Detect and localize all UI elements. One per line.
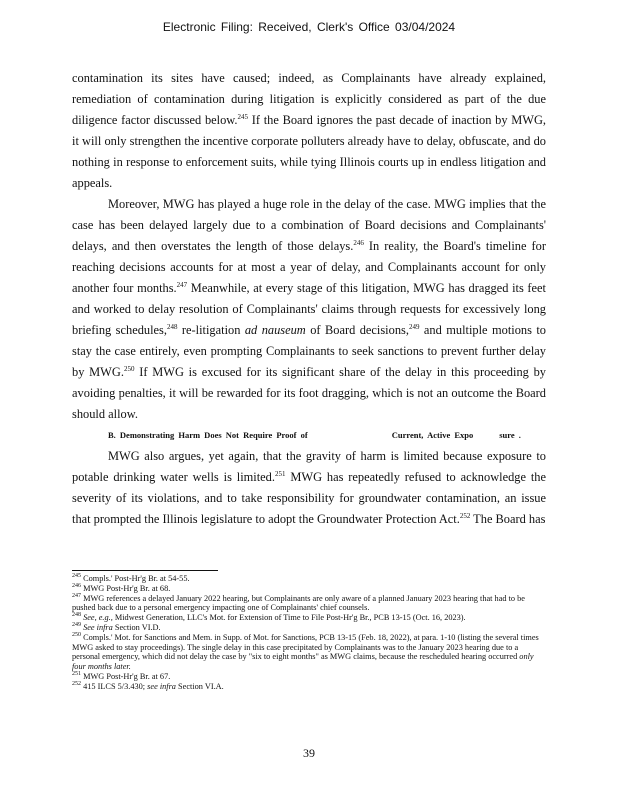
- paragraph-1: [72, 68, 546, 194]
- p2c-text: Meanwhile, at every stage of this litigation, MWG has dragged its feet and worked to delay resolution of Complainants' claims through requests for excessively long briefing schedules,: [72, 281, 547, 337]
- footnote-text: MWG Post-Hr'g Br. at 68.: [83, 583, 171, 593]
- footnote-text: MWG Post-Hr'g Br. at 67.: [83, 671, 171, 681]
- footnote-ref-250[interactable]: 250: [123, 364, 135, 373]
- footnote-divider: [72, 570, 218, 571]
- footnote-246: [72, 584, 546, 594]
- footnote-251: [72, 672, 546, 682]
- footnote-italic: only four months later.: [72, 652, 534, 672]
- p2e-text: of Board decisions,: [305, 323, 409, 337]
- p2b-text: In reality, the Board's timeline for reaching decisions accounts for at most a year of delay, and Complainants account for only another four months.: [72, 239, 546, 295]
- p2f-text: and multiple motions to stay the case entirely, even prompting Complainants to seek sanctions to prevent further delay by MWG.: [72, 323, 546, 379]
- page-number: 39: [303, 746, 315, 760]
- footnote-245: [72, 574, 546, 584]
- p2d-text: re-litigation: [177, 323, 245, 337]
- p3c-text: The Board has: [470, 512, 546, 526]
- body-text: [72, 68, 546, 530]
- footnote-247: [72, 594, 546, 614]
- footnote-ref-246[interactable]: 246: [353, 238, 364, 247]
- footnote-ref-245[interactable]: 245: [237, 112, 249, 121]
- footnote-number: 249: [72, 622, 81, 629]
- footnote-number: 252: [72, 681, 81, 687]
- filing-header: Electronic Filing: Received, Clerk's Office 03/04/2024: [162, 20, 456, 34]
- footnote-number: 245: [72, 573, 81, 580]
- footnote-text: Compls.' Post-Hr'g Br. at 54-55.: [83, 574, 190, 583]
- footnote-italic: See, e.g.,: [83, 613, 113, 623]
- footnote-text: Compls.' Mot. for Sanctions and Mem. in Supp. of Mot. for Sanctions, PCB 13-15 (Feb. 18, 2022), at para. 1-10 (listing the several times MWG asked to stay proceedings). The single delay in this case precipitated by Complainants was to the January 2023 hearing due to a personal emergency, which did not delay the case by "six to eight months" as MWG claims, because the rescheduled hearing occurred: [72, 632, 539, 662]
- paragraph-2: [72, 194, 546, 425]
- footnote-ref-249[interactable]: 249: [408, 322, 420, 331]
- footnote-number: 250: [72, 632, 81, 639]
- paragraph-3: [72, 446, 546, 530]
- heading-part-b: Current, Active Expo: [391, 430, 474, 440]
- footnote-text: MWG references a delayed January 2022 hearing, but Complainants are only aware of a planned January 2023 hearing that had to be pushed back due to a personal emergency impacting one of Complainants' chief counsels.: [72, 593, 525, 613]
- heading-part-a: B. Demonstrating Harm Does Not Require Proof of: [108, 430, 308, 440]
- p1-text: contamination its sites have caused; indeed, as Complainants have already explained, remediation of contamination during litigation is explicitly considered as part of the due diligence factor discussed below.: [72, 71, 546, 127]
- footnote-number: 248: [72, 612, 81, 619]
- heading-part-c: sure .: [499, 430, 521, 440]
- footnote-ref-247[interactable]: 247: [176, 280, 188, 289]
- section-heading-b: [72, 425, 546, 446]
- footnote-text: Section VI.D.: [112, 622, 161, 632]
- footnote-text: Midwest Generation, LLC's Mot. for Extension of Time to File Post-Hr'g Br., PCB 13-15 (Oct. 16, 2023).: [112, 613, 466, 623]
- footnote-252: [72, 682, 546, 692]
- ad-nauseum-text: ad nauseum: [244, 323, 306, 337]
- p3a-text: MWG also argues, yet again, that the gravity of harm is limited because exposure to potable drinking water wells is limited.: [72, 449, 546, 484]
- footnote-italic: See infra: [83, 622, 113, 632]
- footnote-number: 246: [72, 583, 81, 590]
- footnote-text: 415 ILCS 5/3.430;: [83, 681, 148, 691]
- footnote-number: 247: [72, 592, 81, 599]
- footnotes: [72, 574, 546, 692]
- footnote-italic: see infra: [147, 681, 176, 691]
- footnote-ref-248[interactable]: 248: [166, 322, 178, 331]
- footnote-number: 251: [72, 671, 81, 678]
- footnote-text-tail: Section VI.A.: [175, 681, 224, 691]
- p1b-text: If the Board ignores the past decade of inaction by MWG, it will only strengthen the incentive corporate polluters already have to delay, obfuscate, and do nothing in response to enforcement suits, while tying Illinois courts up in endless litigation and appeals.: [72, 113, 546, 190]
- p2g-text: If MWG is excused for its significant share of the delay in this proceeding by avoiding penalties, it will be rewarded for its foot dragging, which is not an outcome the Board should allow.: [72, 365, 547, 421]
- footnote-248: [72, 613, 546, 623]
- footnote-ref-252[interactable]: 252: [459, 511, 471, 520]
- p2a-text: Moreover, MWG has played a huge role in the delay of the case. MWG implies that the case has been delayed largely due to a combination of Board decisions and Complainants' delays, and then overstates the length of those delays.: [72, 197, 546, 253]
- p3b-text: MWG has repeatedly refused to acknowledge the severity of its violations, and to take responsibility for groundwater contamination, an issue that prompted the Illinois legislature to adopt the Groundwater Protection Act.: [72, 470, 546, 526]
- footnote-250: [72, 633, 546, 672]
- footnote-ref-251[interactable]: 251: [274, 469, 286, 478]
- footnote-249: [72, 623, 546, 633]
